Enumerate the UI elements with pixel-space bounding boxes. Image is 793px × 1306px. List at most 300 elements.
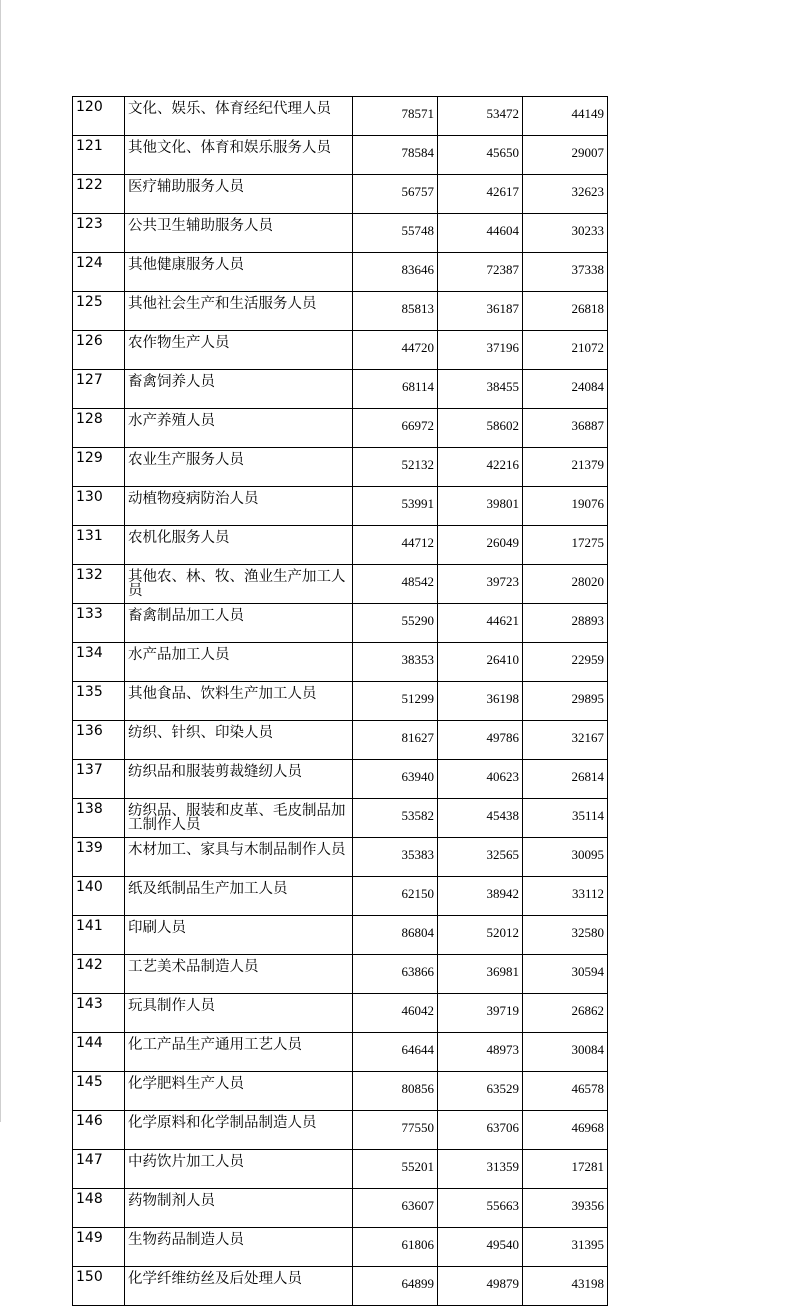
occupation-code-cell <box>73 1111 125 1150</box>
occupation-name-cell <box>125 253 353 292</box>
wage-value-2: 45650 <box>486 145 519 160</box>
wage-value-3-cell <box>523 1189 608 1228</box>
table-row <box>73 799 608 838</box>
wage-value-2: 40623 <box>486 769 519 784</box>
occupation-name: 其他食品、饮料生产加工人员 <box>128 686 317 702</box>
wage-value-3-cell <box>523 136 608 175</box>
occupation-code: 134 <box>76 645 103 661</box>
wage-value-2-cell <box>438 721 523 760</box>
wage-value-1-cell <box>353 682 438 721</box>
occupation-code-cell <box>73 448 125 487</box>
wage-value-3-cell <box>523 448 608 487</box>
occupation-code-cell <box>73 682 125 721</box>
wage-value-3: 32623 <box>571 184 604 199</box>
wage-value-2-cell <box>438 526 523 565</box>
wage-value-2: 42617 <box>486 184 519 199</box>
wage-value-3: 32167 <box>571 730 604 745</box>
table-row <box>73 292 608 331</box>
wage-value-3: 28020 <box>571 574 604 589</box>
occupation-code-cell <box>73 1189 125 1228</box>
wage-value-2-cell <box>438 1111 523 1150</box>
wage-value-1-cell <box>353 1033 438 1072</box>
wage-value-1-cell <box>353 409 438 448</box>
occupation-code: 141 <box>76 918 103 934</box>
page-edge <box>0 0 1 1122</box>
wage-value-3: 29007 <box>571 145 604 160</box>
wage-value-2: 38942 <box>486 886 519 901</box>
wage-value-3-cell <box>523 955 608 994</box>
wage-value-1-cell <box>353 1267 438 1306</box>
occupation-code-cell <box>73 760 125 799</box>
wage-value-2-cell <box>438 1033 523 1072</box>
occupation-code: 146 <box>76 1113 103 1129</box>
wage-value-2: 36187 <box>486 301 519 316</box>
wage-value-3: 43198 <box>571 1276 604 1291</box>
wage-value-2-cell <box>438 682 523 721</box>
table-row <box>73 721 608 760</box>
wage-value-3-cell <box>523 760 608 799</box>
occupation-name: 纺织品、服装和皮革、毛皮制品加工制作人员 <box>128 803 346 832</box>
wage-value-3-cell <box>523 799 608 838</box>
wage-value-3-cell <box>523 253 608 292</box>
wage-value-2-cell <box>438 643 523 682</box>
wage-value-2-cell <box>438 1072 523 1111</box>
wage-value-2-cell <box>438 487 523 526</box>
wage-value-1-cell <box>353 214 438 253</box>
occupation-code: 145 <box>76 1074 103 1090</box>
wage-value-1: 64644 <box>401 1042 434 1057</box>
wage-value-2-cell <box>438 253 523 292</box>
occupation-code-cell <box>73 1228 125 1267</box>
wage-value-2: 38455 <box>486 379 519 394</box>
wage-table-body <box>73 97 608 1306</box>
occupation-name-cell <box>125 1228 353 1267</box>
occupation-name: 工艺美术品制造人员 <box>128 959 259 975</box>
wage-value-1: 53991 <box>401 496 434 511</box>
occupation-name-cell <box>125 487 353 526</box>
wage-value-1: 53582 <box>401 808 434 823</box>
wage-value-3-cell <box>523 409 608 448</box>
occupation-code-cell <box>73 604 125 643</box>
occupation-code: 127 <box>76 372 103 388</box>
wage-value-3: 36887 <box>571 418 604 433</box>
occupation-name-cell <box>125 292 353 331</box>
wage-value-1: 44712 <box>401 535 434 550</box>
wage-value-2: 63706 <box>486 1120 519 1135</box>
occupation-name-cell <box>125 1033 353 1072</box>
wage-value-1: 48542 <box>401 574 434 589</box>
occupation-name: 动植物疫病防治人员 <box>128 491 259 507</box>
occupation-name-cell <box>125 604 353 643</box>
wage-value-3-cell <box>523 643 608 682</box>
wage-value-1: 66972 <box>401 418 434 433</box>
occupation-name: 中药饮片加工人员 <box>128 1154 244 1170</box>
occupation-name: 其他健康服务人员 <box>128 257 244 273</box>
wage-value-1-cell <box>353 877 438 916</box>
wage-value-1-cell <box>353 253 438 292</box>
occupation-name: 水产养殖人员 <box>128 413 215 429</box>
wage-value-1-cell <box>353 331 438 370</box>
table-row <box>73 916 608 955</box>
wage-value-1-cell <box>353 292 438 331</box>
wage-value-1-cell <box>353 526 438 565</box>
wage-value-2: 36981 <box>486 964 519 979</box>
wage-value-1: 78571 <box>401 106 434 121</box>
occupation-code: 125 <box>76 294 103 310</box>
wage-value-3: 46578 <box>571 1081 604 1096</box>
occupation-code: 120 <box>76 99 103 115</box>
wage-value-3-cell <box>523 1072 608 1111</box>
wage-value-2-cell <box>438 214 523 253</box>
wage-value-3: 44149 <box>571 106 604 121</box>
wage-value-1-cell <box>353 97 438 136</box>
occupation-name-cell <box>125 916 353 955</box>
table-row <box>73 175 608 214</box>
wage-value-1: 46042 <box>401 1003 434 1018</box>
wage-value-3-cell <box>523 1150 608 1189</box>
table-row <box>73 253 608 292</box>
occupation-name-cell <box>125 97 353 136</box>
wage-value-2: 37196 <box>486 340 519 355</box>
occupation-code: 150 <box>76 1269 103 1285</box>
wage-value-2-cell <box>438 1189 523 1228</box>
wage-value-3-cell <box>523 1267 608 1306</box>
wage-value-1-cell <box>353 487 438 526</box>
occupation-code-cell <box>73 487 125 526</box>
occupation-name: 化学纤维纺丝及后处理人员 <box>128 1271 302 1287</box>
wage-value-2-cell <box>438 175 523 214</box>
wage-value-2-cell <box>438 916 523 955</box>
occupation-name: 其他农、林、牧、渔业生产加工人员 <box>128 569 346 598</box>
wage-value-1-cell <box>353 136 438 175</box>
wage-value-2: 72387 <box>486 262 519 277</box>
occupation-name: 纺织、针织、印染人员 <box>128 725 273 741</box>
occupation-code-cell <box>73 838 125 877</box>
wage-value-3: 26814 <box>571 769 604 784</box>
wage-value-1-cell <box>353 799 438 838</box>
occupation-code: 131 <box>76 528 103 544</box>
wage-value-2: 58602 <box>486 418 519 433</box>
wage-value-1: 77550 <box>401 1120 434 1135</box>
table-row <box>73 838 608 877</box>
wage-value-3-cell <box>523 370 608 409</box>
occupation-name-cell <box>125 994 353 1033</box>
occupation-code-cell <box>73 565 125 604</box>
wage-value-2: 52012 <box>486 925 519 940</box>
wage-value-1-cell <box>353 955 438 994</box>
wage-value-2-cell <box>438 370 523 409</box>
wage-value-1: 55290 <box>401 613 434 628</box>
wage-value-1: 62150 <box>401 886 434 901</box>
wage-value-3-cell <box>523 565 608 604</box>
occupation-name: 农作物生产人员 <box>128 335 230 351</box>
wage-value-3-cell <box>523 331 608 370</box>
wage-value-2-cell <box>438 955 523 994</box>
occupation-name-cell <box>125 955 353 994</box>
occupation-code: 144 <box>76 1035 103 1051</box>
wage-value-2-cell <box>438 994 523 1033</box>
wage-value-2: 55663 <box>486 1198 519 1213</box>
occupation-code-cell <box>73 916 125 955</box>
table-row <box>73 877 608 916</box>
occupation-code: 138 <box>76 801 103 817</box>
occupation-name: 化学肥料生产人员 <box>128 1076 244 1092</box>
wage-value-1-cell <box>353 448 438 487</box>
wage-value-2-cell <box>438 565 523 604</box>
table-row <box>73 1228 608 1267</box>
occupation-name-cell <box>125 136 353 175</box>
occupation-code: 140 <box>76 879 103 895</box>
occupation-name: 公共卫生辅助服务人员 <box>128 218 273 234</box>
wage-value-1: 86804 <box>401 925 434 940</box>
occupation-name-cell <box>125 877 353 916</box>
occupation-name-cell <box>125 643 353 682</box>
wage-value-3: 33112 <box>571 886 604 901</box>
occupation-name-cell <box>125 1072 353 1111</box>
wage-value-1-cell <box>353 916 438 955</box>
wage-value-1-cell <box>353 175 438 214</box>
wage-value-2-cell <box>438 760 523 799</box>
wage-value-3-cell <box>523 721 608 760</box>
occupation-code-cell <box>73 721 125 760</box>
wage-value-2: 26410 <box>486 652 519 667</box>
wage-value-2: 49879 <box>486 1276 519 1291</box>
wage-value-3: 29895 <box>571 691 604 706</box>
wage-value-2: 31359 <box>486 1159 519 1174</box>
wage-value-2: 39801 <box>486 496 519 511</box>
table-row <box>73 214 608 253</box>
table-row <box>73 1072 608 1111</box>
wage-value-2: 32565 <box>486 847 519 862</box>
occupation-code-cell <box>73 292 125 331</box>
occupation-name: 药物制剂人员 <box>128 1193 215 1209</box>
wage-value-3: 22959 <box>571 652 604 667</box>
wage-value-3: 24084 <box>571 379 604 394</box>
wage-value-3: 39356 <box>571 1198 604 1213</box>
wage-value-3-cell <box>523 916 608 955</box>
wage-value-2-cell <box>438 409 523 448</box>
occupation-name-cell <box>125 331 353 370</box>
table-row <box>73 487 608 526</box>
occupation-name: 水产品加工人员 <box>128 647 230 663</box>
occupation-code-cell <box>73 214 125 253</box>
wage-value-1-cell <box>353 994 438 1033</box>
occupation-name-cell <box>125 526 353 565</box>
occupation-code-cell <box>73 175 125 214</box>
table-row <box>73 448 608 487</box>
wage-value-2: 45438 <box>486 808 519 823</box>
occupation-name-cell <box>125 799 353 838</box>
table-row <box>73 994 608 1033</box>
wage-value-2-cell <box>438 136 523 175</box>
wage-value-2-cell <box>438 292 523 331</box>
wage-value-3: 30233 <box>571 223 604 238</box>
wage-value-3: 31395 <box>571 1237 604 1252</box>
table-row <box>73 565 608 604</box>
occupation-code: 147 <box>76 1152 103 1168</box>
wage-value-2: 36198 <box>486 691 519 706</box>
wage-value-2-cell <box>438 1267 523 1306</box>
occupation-name: 医疗辅助服务人员 <box>128 179 244 195</box>
occupation-code: 126 <box>76 333 103 349</box>
wage-value-1: 63866 <box>401 964 434 979</box>
wage-value-2: 49786 <box>486 730 519 745</box>
wage-value-3-cell <box>523 97 608 136</box>
occupation-name-cell <box>125 1111 353 1150</box>
occupation-code: 143 <box>76 996 103 1012</box>
table-row <box>73 682 608 721</box>
table-row <box>73 409 608 448</box>
occupation-name: 纺织品和服装剪裁缝纫人员 <box>128 764 302 780</box>
wage-value-2: 39723 <box>486 574 519 589</box>
occupation-code: 133 <box>76 606 103 622</box>
wage-value-2: 42216 <box>486 457 519 472</box>
wage-value-3-cell <box>523 175 608 214</box>
wage-value-3-cell <box>523 214 608 253</box>
wage-value-1: 83646 <box>401 262 434 277</box>
wage-value-1: 52132 <box>401 457 434 472</box>
wage-value-2-cell <box>438 448 523 487</box>
occupation-code: 124 <box>76 255 103 271</box>
wage-value-1-cell <box>353 643 438 682</box>
wage-value-3: 28893 <box>571 613 604 628</box>
occupation-name-cell <box>125 1267 353 1306</box>
wage-value-1: 63607 <box>401 1198 434 1213</box>
wage-value-3-cell <box>523 1111 608 1150</box>
occupation-name: 农机化服务人员 <box>128 530 230 546</box>
occupation-code-cell <box>73 877 125 916</box>
occupation-name-cell <box>125 370 353 409</box>
wage-value-1-cell <box>353 565 438 604</box>
occupation-code: 123 <box>76 216 103 232</box>
occupation-name-cell <box>125 175 353 214</box>
occupation-code-cell <box>73 136 125 175</box>
occupation-name: 畜禽饲养人员 <box>128 374 215 390</box>
occupation-code-cell <box>73 370 125 409</box>
wage-value-2-cell <box>438 877 523 916</box>
wage-value-1-cell <box>353 1228 438 1267</box>
occupation-name-cell <box>125 760 353 799</box>
occupation-code: 148 <box>76 1191 103 1207</box>
wage-value-3: 46968 <box>571 1120 604 1135</box>
occupation-code-cell <box>73 409 125 448</box>
wage-value-2: 49540 <box>486 1237 519 1252</box>
wage-value-3: 17275 <box>571 535 604 550</box>
occupation-name-cell <box>125 214 353 253</box>
table-row <box>73 1033 608 1072</box>
wage-value-1: 35383 <box>401 847 434 862</box>
occupation-code: 132 <box>76 567 103 583</box>
occupation-code: 121 <box>76 138 103 154</box>
occupation-code-cell <box>73 799 125 838</box>
wage-value-1-cell <box>353 370 438 409</box>
occupation-code-cell <box>73 97 125 136</box>
occupation-code-cell <box>73 643 125 682</box>
occupation-code: 130 <box>76 489 103 505</box>
wage-value-2-cell <box>438 1228 523 1267</box>
wage-value-1: 56757 <box>401 184 434 199</box>
occupation-code: 129 <box>76 450 103 466</box>
wage-table <box>72 96 608 1306</box>
occupation-name: 木材加工、家具与木制品制作人员 <box>128 842 346 858</box>
table-row <box>73 97 608 136</box>
wage-value-3-cell <box>523 487 608 526</box>
occupation-code: 142 <box>76 957 103 973</box>
occupation-name: 生物药品制造人员 <box>128 1232 244 1248</box>
wage-value-1-cell <box>353 760 438 799</box>
occupation-name: 文化、娱乐、体育经纪代理人员 <box>128 101 331 117</box>
wage-value-1: 85813 <box>401 301 434 316</box>
wage-value-2-cell <box>438 799 523 838</box>
wage-value-3-cell <box>523 838 608 877</box>
wage-value-2-cell <box>438 838 523 877</box>
occupation-name-cell <box>125 409 353 448</box>
wage-value-1: 80856 <box>401 1081 434 1096</box>
wage-value-1: 44720 <box>401 340 434 355</box>
occupation-code: 136 <box>76 723 103 739</box>
table-row <box>73 526 608 565</box>
occupation-name-cell <box>125 1189 353 1228</box>
wage-value-1-cell <box>353 604 438 643</box>
occupation-name: 农业生产服务人员 <box>128 452 244 468</box>
occupation-name-cell <box>125 682 353 721</box>
occupation-code: 135 <box>76 684 103 700</box>
wage-value-2: 44621 <box>486 613 519 628</box>
wage-value-3-cell <box>523 292 608 331</box>
table-row <box>73 955 608 994</box>
wage-value-2-cell <box>438 97 523 136</box>
wage-value-1-cell <box>353 1072 438 1111</box>
wage-value-1-cell <box>353 1111 438 1150</box>
occupation-code-cell <box>73 1033 125 1072</box>
occupation-code-cell <box>73 1267 125 1306</box>
occupation-name: 其他文化、体育和娱乐服务人员 <box>128 140 331 156</box>
table-row <box>73 1150 608 1189</box>
occupation-code-cell <box>73 331 125 370</box>
occupation-name-cell <box>125 1150 353 1189</box>
occupation-code-cell <box>73 955 125 994</box>
wage-value-1: 68114 <box>401 379 434 394</box>
wage-value-2: 39719 <box>486 1003 519 1018</box>
table-row <box>73 604 608 643</box>
occupation-name: 畜禽制品加工人员 <box>128 608 244 624</box>
wage-value-3: 21379 <box>571 457 604 472</box>
wage-value-1: 64899 <box>401 1276 434 1291</box>
table-row <box>73 331 608 370</box>
occupation-name: 玩具制作人员 <box>128 998 215 1014</box>
wage-value-1-cell <box>353 838 438 877</box>
occupation-name: 印刷人员 <box>128 920 186 936</box>
table-row <box>73 1267 608 1306</box>
occupation-name-cell <box>125 721 353 760</box>
wage-value-1: 51299 <box>401 691 434 706</box>
occupation-name-cell <box>125 448 353 487</box>
wage-value-3-cell <box>523 604 608 643</box>
occupation-name: 其他社会生产和生活服务人员 <box>128 296 317 312</box>
wage-value-2: 63529 <box>486 1081 519 1096</box>
occupation-code: 137 <box>76 762 103 778</box>
wage-value-3-cell <box>523 1228 608 1267</box>
wage-value-3-cell <box>523 994 608 1033</box>
wage-value-2-cell <box>438 604 523 643</box>
wage-value-1: 63940 <box>401 769 434 784</box>
wage-value-3: 32580 <box>571 925 604 940</box>
wage-value-3: 17281 <box>571 1159 604 1174</box>
occupation-code: 122 <box>76 177 103 193</box>
table-row <box>73 136 608 175</box>
wage-value-2-cell <box>438 1150 523 1189</box>
wage-value-1-cell <box>353 1189 438 1228</box>
